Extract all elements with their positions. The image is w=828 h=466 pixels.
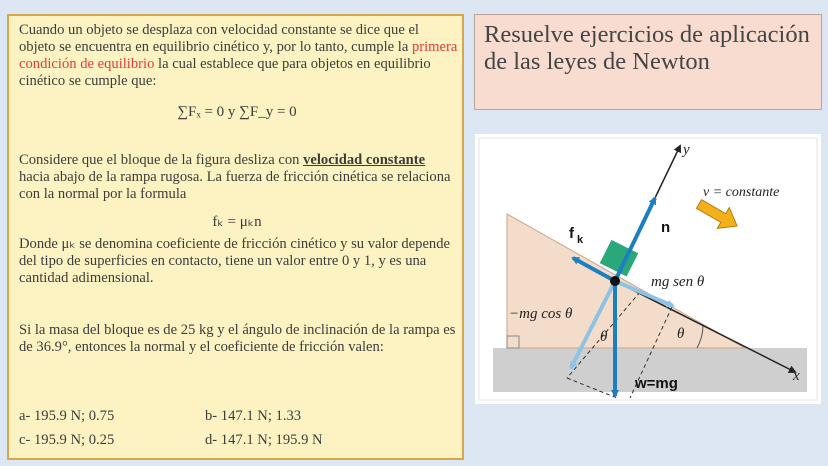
intro-text-end: la cual establece que para objetos en equilibrio cinético se cumple que: xyxy=(19,56,431,89)
equilibrium-equation: ∑Fₓ = 0 y ∑F_y = 0 xyxy=(177,104,297,120)
option-b: b- 147.1 N; 1.33 xyxy=(205,408,302,424)
y-axis-label: y xyxy=(683,142,690,158)
x-axis-label: x xyxy=(793,368,800,384)
question-paragraph: Si la masa del bloque es de 25 kg y el ángulo de inclinación de la rampa es de 36.9°, entonces la normal y el coeficiente de fricción valen: xyxy=(19,322,456,355)
intro-paragraph xyxy=(19,22,459,90)
intro-text: Cuando un objeto se desplaza con velocidad constante se dice que el objeto se encuentra en equilibrio cinético y, por lo tanto, cumple la xyxy=(19,22,419,55)
theta-label-block: θ xyxy=(600,329,608,345)
block-text: Considere que el bloque de la figura desliza con xyxy=(19,152,304,168)
theta-label-ramp: θ xyxy=(677,326,685,342)
option-a: a- 195.9 N; 0.75 xyxy=(19,408,115,424)
velocity-arrow xyxy=(693,194,743,237)
center-of-mass xyxy=(610,276,620,286)
mg-cos-label: −mg cos θ xyxy=(509,306,573,322)
coefficient-paragraph: Donde μₖ se denomina coeficiente de fricción cinético y su valor depende del tipo de superficies en contacto, tiene un valor entre 0 y 1, y es una cantidad adimensional. xyxy=(19,236,451,286)
incline-figure xyxy=(475,134,821,404)
friction-subscript: k xyxy=(577,234,584,246)
incline-diagram xyxy=(475,134,821,404)
highlight-text: primera condición de equilibrio xyxy=(19,39,458,72)
weight-label: w=mg xyxy=(635,375,678,392)
block-text-end: hacia abajo de la rampa rugosa. La fuerza de fricción cinética se relaciona con la normal por la formula xyxy=(19,169,451,202)
friction-equation: fₖ = μₖn xyxy=(212,214,262,230)
mg-sin-label: mg sen θ xyxy=(651,274,705,290)
block-paragraph xyxy=(19,152,459,203)
underlined-text: velocidad constante xyxy=(303,152,426,168)
option-d: d- 147.1 N; 195.9 N xyxy=(205,432,323,448)
velocity-label: v = constante xyxy=(703,185,780,200)
page-title: Resuelve ejercicios de aplicación de las leyes de Newton xyxy=(484,21,810,75)
normal-label: n xyxy=(661,219,671,236)
problem-panel xyxy=(7,14,464,460)
option-c: c- 195.9 N; 0.25 xyxy=(19,432,115,448)
title-box xyxy=(474,14,822,110)
friction-label: f xyxy=(569,225,574,242)
normal-force-arrow xyxy=(615,198,655,281)
